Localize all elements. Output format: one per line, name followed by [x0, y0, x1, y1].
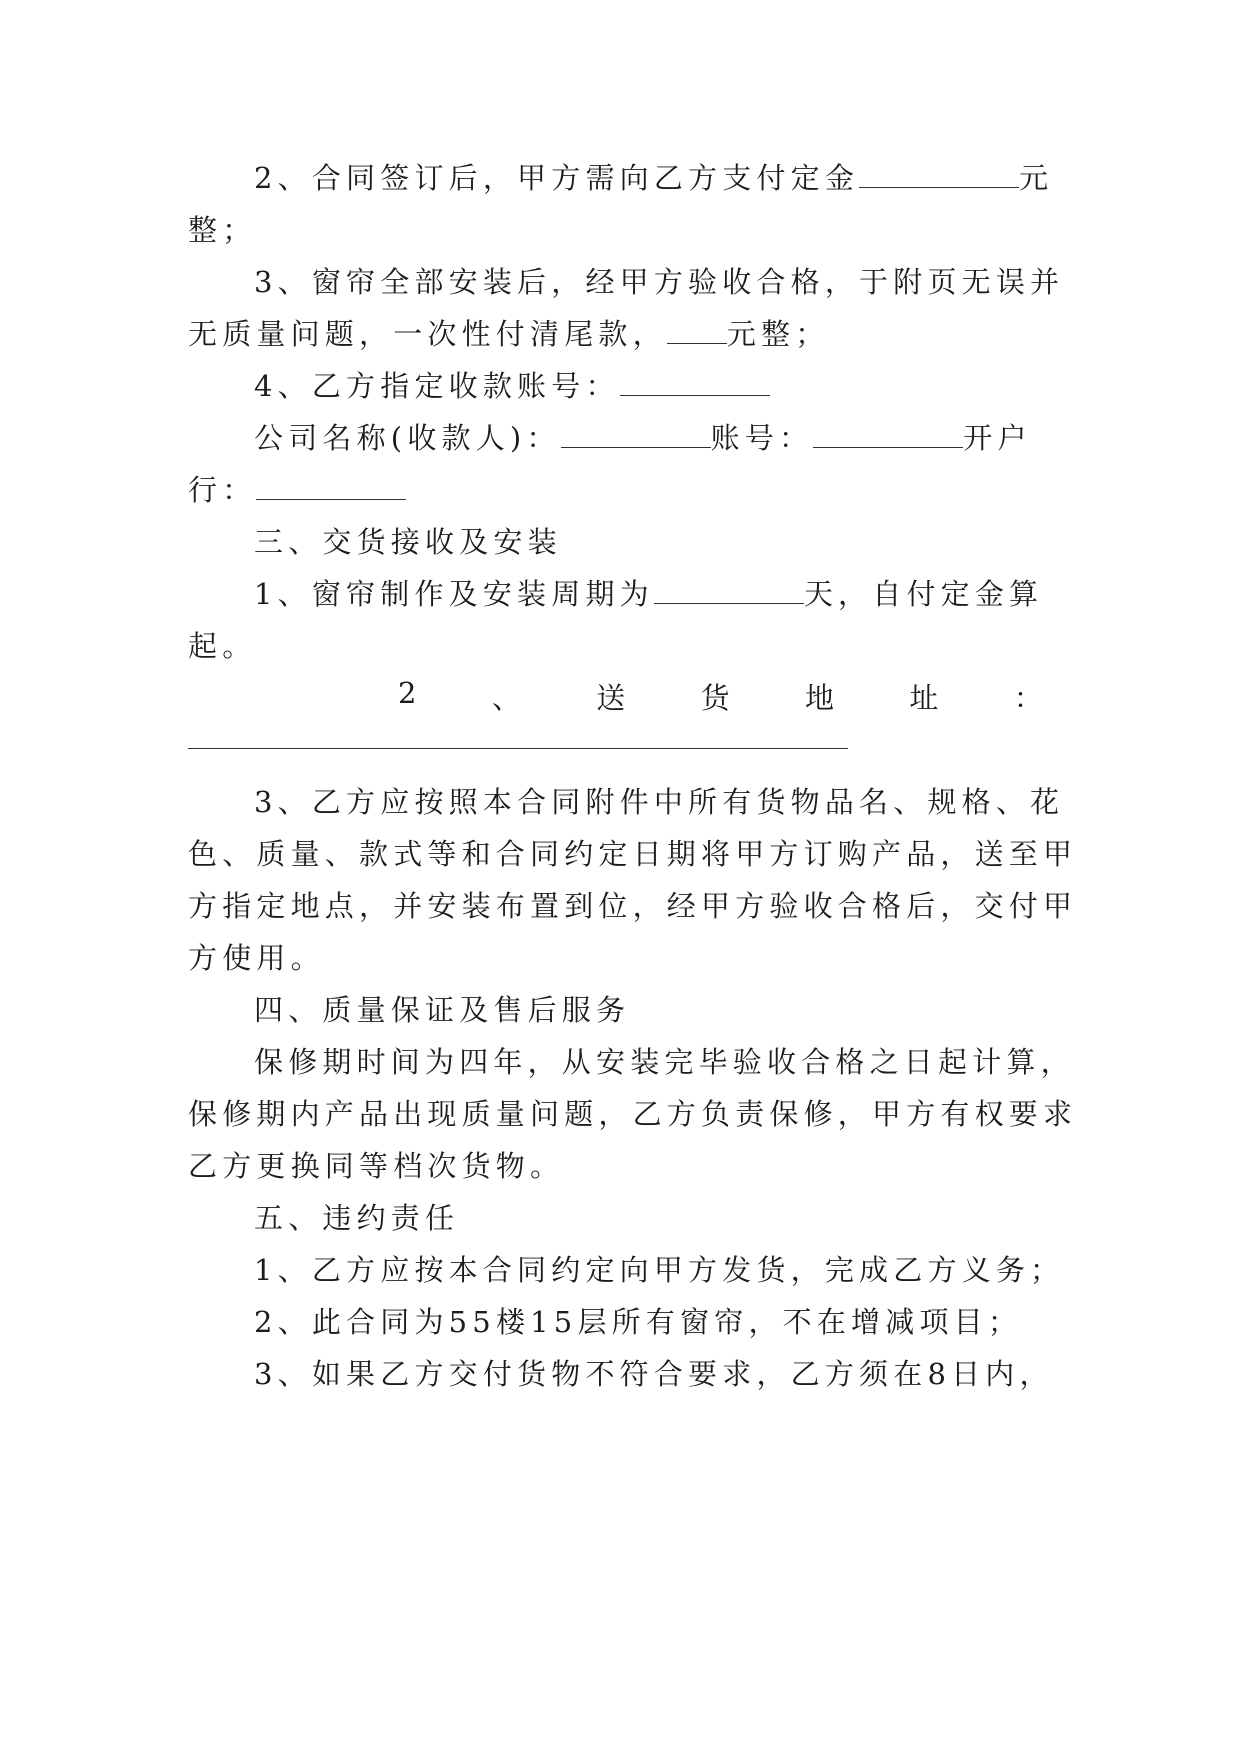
clause-liability-1: 1、乙方应按本合同约定向甲方发货，完成乙方义务； [254, 1253, 1065, 1287]
clause-production-period-cont: 起。 [188, 629, 257, 663]
clause-warranty: 保修期时间为四年，从安装完毕验收合格之日起计算， [254, 1045, 1075, 1079]
clause-warranty-cont-1: 保修期内产品出现质量问题，乙方负责保修，甲方有权要求 [188, 1097, 1078, 1131]
blank-account-number[interactable] [813, 423, 963, 448]
section-heading-warranty: 四、质量保证及售后服务 [254, 993, 631, 1027]
blank-account[interactable] [620, 371, 770, 396]
clause-warranty-cont-2: 乙方更换同等档次货物。 [188, 1149, 565, 1183]
clause-delivery-address: 2 、 送 货 地 址 ： [398, 676, 1048, 715]
clause-company-info: 公司名称(收款人)： 账号： 开户 [254, 421, 1032, 455]
clause-bank: 行： [188, 468, 406, 509]
clause-delivery-terms-cont-2: 方指定地点，并安装布置到位，经甲方验收合格后，交付甲 [188, 889, 1078, 923]
clause-delivery-terms: 3、乙方应按照本合同附件中所有货物品名、规格、花 [254, 785, 1065, 819]
clause-delivery-terms-cont-3: 方使用。 [188, 941, 325, 975]
clause-final-payment-cont: 无质量问题，一次性付清尾款， 元整； [188, 317, 830, 351]
blank-final-amount[interactable] [667, 319, 727, 344]
clause-account: 4、乙方指定收款账号： [188, 364, 770, 405]
clause-final-payment: 3、窗帘全部安装后，经甲方验收合格，于附页无误并 [254, 265, 1065, 299]
blank-company-name[interactable] [561, 423, 711, 448]
clause-production-period: 1、窗帘制作及安装周期为 天，自付定金算 [254, 577, 1044, 611]
clause-liability-2: 2、此合同为55楼15层所有窗帘，不在增减项目； [254, 1305, 1023, 1339]
clause-liability-3: 3、如果乙方交付货物不符合要求，乙方须在8日内， [254, 1357, 1054, 1391]
clause-payment-deposit: 2、合同签订后，甲方需向乙方支付定金 元 [254, 161, 1054, 195]
blank-bank[interactable] [256, 475, 406, 500]
section-heading-delivery: 三、交货接收及安装 [254, 525, 562, 559]
section-heading-liability: 五、违约责任 [254, 1201, 460, 1235]
blank-delivery-address[interactable] [188, 748, 848, 749]
blank-deposit-amount[interactable] [859, 163, 1019, 188]
clause-delivery-terms-cont-1: 色、质量、款式等和合同约定日期将甲方订购产品，送至甲 [188, 837, 1078, 871]
clause-payment-deposit-cont: 整； [188, 213, 257, 247]
blank-days[interactable] [654, 579, 804, 604]
